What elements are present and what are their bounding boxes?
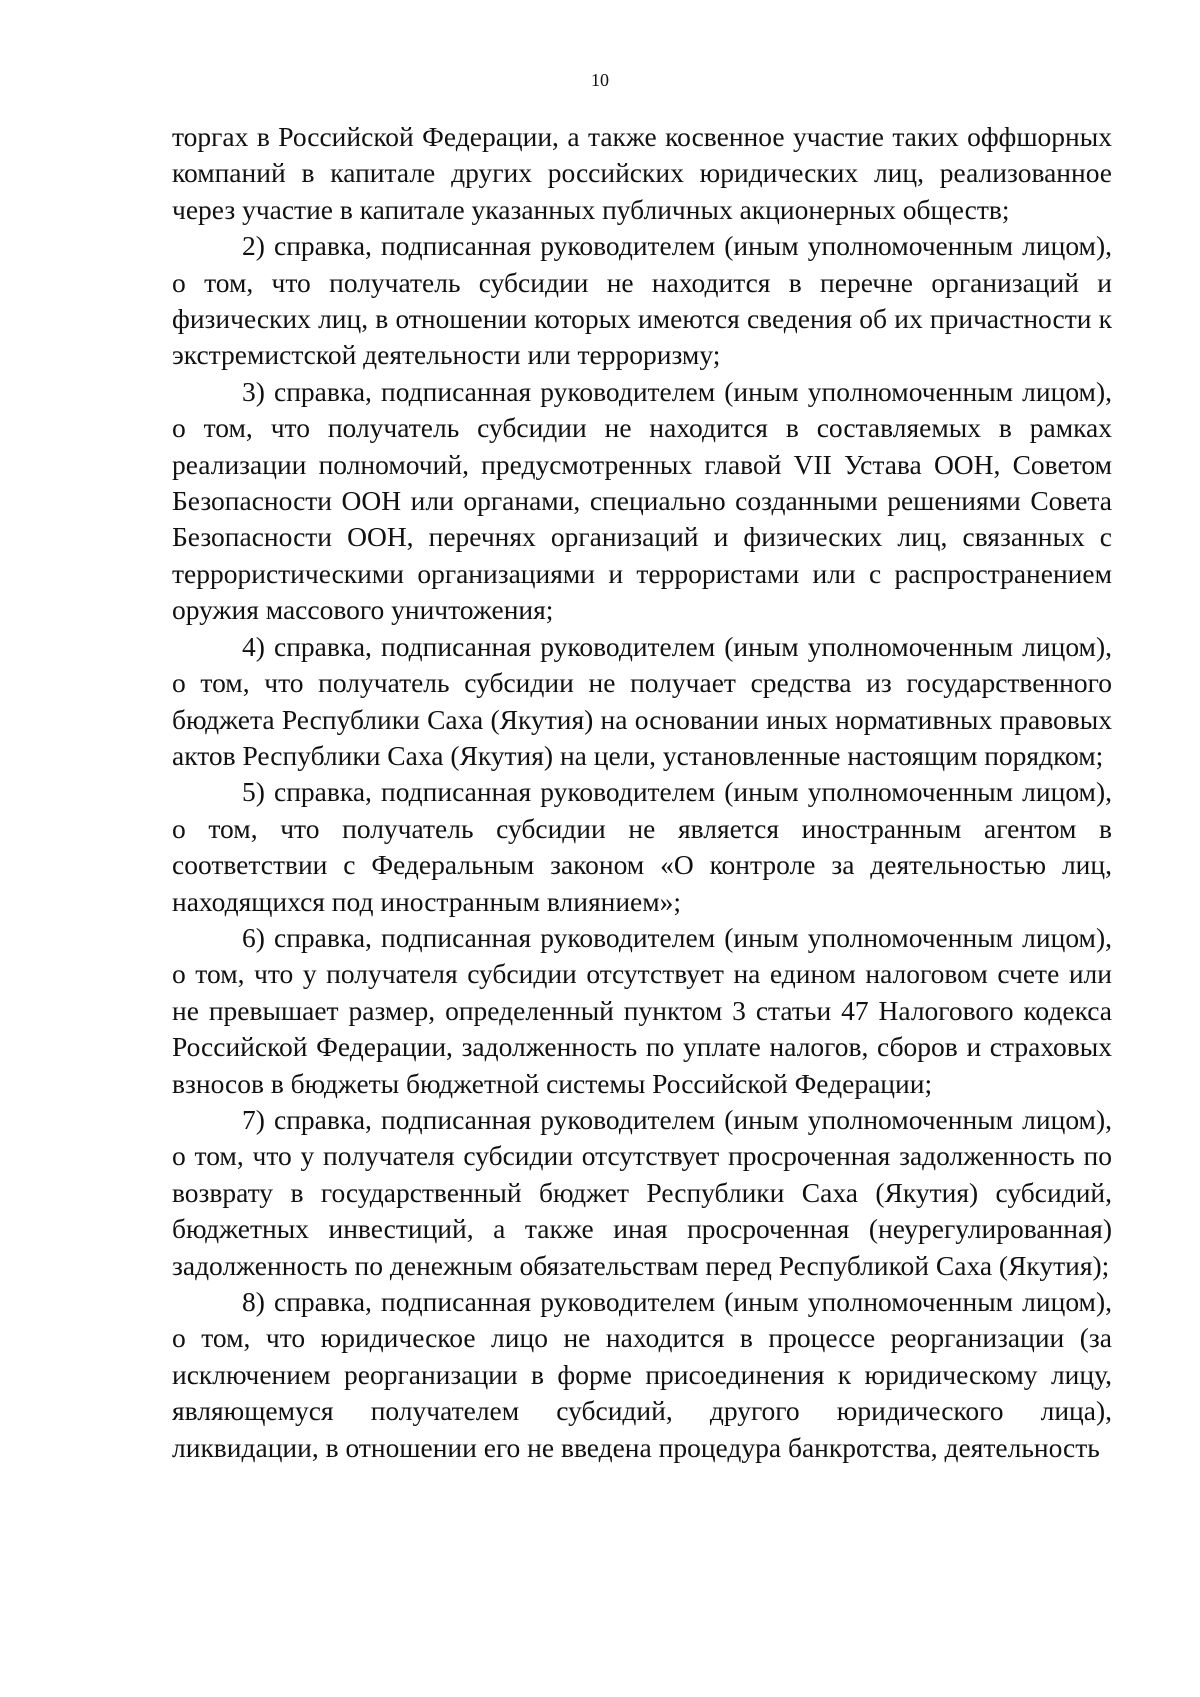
- paragraph-item-2: 2) справка, подписанная руководителем (иным уполномоченным лицом), о том, что получатель субсидии не находится в перечне организаций и физических лиц, в отношении которых имеются сведения об их причастности к экстремистской деятельности или терроризму;: [172, 230, 1112, 371]
- document-body: [172, 119, 1112, 1466]
- paragraph-item-8: 8) справка, подписанная руководителем (иным уполномоченным лицом), о том, что юридическое лицо не находится в процессе реорганизации (за исключением реорганизации в форме присоединения к юридическому лицу, являющемуся получателем субсидий, другого юридического лица), ликвидации, в отношении его не введена процедура банкротства, деятельность: [172, 1286, 1112, 1463]
- paragraph-item-7: 7) справка, подписанная руководителем (иным уполномоченным лицом), о том, что у получателя субсидии отсутствует просроченная задолженность по возврату в государственный бюджет Республики Саха (Якутия) субсидий, бюджетных инвестиций, а также иная просроченная (неурегулированная) задолженность по денежным обязательствам перед Республикой Саха (Якутия);: [172, 1103, 1112, 1281]
- page-number: 10: [591, 70, 609, 90]
- paragraph-item-6: 6) справка, подписанная руководителем (иным уполномоченным лицом), о том, что у получателя субсидии отсутствует на едином налоговом счете или не превышает размер, определенный пунктом 3 статьи 47 Налогового кодекса Российской Федерации, задолженность по уплате налогов, сборов и страховых взносов в бюджеты бюджетной системы Российской Федерации;: [172, 921, 1112, 1099]
- paragraph-item-3: 3) справка, подписанная руководителем (иным уполномоченным лицом), о том, что получатель субсидии не находится в составляемых в рамках реализации полномочий, предусмотренных главой VII Устава ООН, Советом Безопасности ООН или органами, специально созданными решениями Совета Безопасности ООН, перечнях организаций и физических лиц, связанных с террористическими организациями и террористами или с распространением оружия массового уничтожения;: [172, 375, 1112, 626]
- paragraph-continuation: торгах в Российской Федерации, а также косвенное участие таких оффшорных компаний в капитале других российских юридических лиц, реализованное через участие в капитале указанных публичных акционерных обществ;: [172, 121, 1112, 225]
- paragraph-item-4: 4) справка, подписанная руководителем (иным уполномоченным лицом), о том, что получатель субсидии не получает средства из государственного бюджета Республики Саха (Якутия) на основании иных нормативных правовых актов Республики Саха (Якутия) на цели, установленные настоящим порядком;: [172, 630, 1112, 771]
- paragraph-item-5: 5) справка, подписанная руководителем (иным уполномоченным лицом), о том, что получатель субсидии не является иностранным агентом в соответствии с Федеральным законом «О контроле за деятельностью лиц, находящихся под иностранным влиянием»;: [172, 776, 1112, 917]
